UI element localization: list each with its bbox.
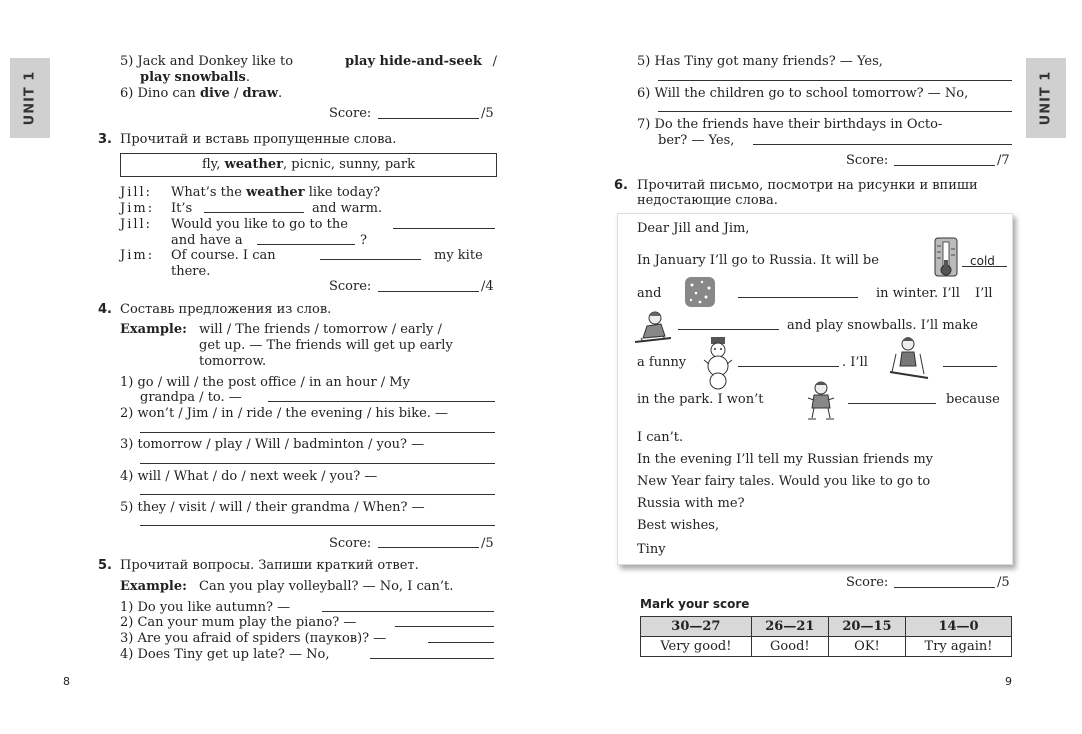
letter-blank-5[interactable] (943, 366, 997, 367)
ex4-title: Составь предложения из слов. (120, 302, 332, 317)
letter-blank-3[interactable] (678, 329, 779, 330)
ex4-blank-3[interactable] (140, 463, 495, 464)
ex4-blank-2[interactable] (140, 432, 495, 433)
sledging-child-icon (631, 308, 675, 348)
ex5-blank-6[interactable] (658, 111, 1012, 112)
ex6-number: 6. (614, 178, 628, 193)
ex3-speaker: Jill: (120, 217, 153, 232)
ex3-score-blank[interactable] (378, 291, 479, 292)
ex3-blank-4[interactable] (320, 259, 421, 260)
ex5-item-3: 3) Are you afraid of spiders (пауков)? — (120, 631, 387, 646)
score-range: 30—27 (641, 617, 752, 637)
ex4-item-2: 2) won’t / Jim / in / ride / the evening / his bike. — (120, 406, 449, 421)
ex4-item-5: 5) they / visit / will / their grandma / When? — (120, 500, 425, 515)
letter-line: In January I’ll go to Russia. It will be (637, 253, 879, 268)
score-label: Very good! (641, 637, 752, 657)
letter-blank-2[interactable] (738, 297, 858, 298)
ex4-item-4: 4) will / What / do / next week / you? — (120, 469, 378, 484)
ex5-number: 5. (98, 558, 112, 573)
score-range: 20—15 (828, 617, 905, 637)
ex3-blank-1[interactable] (204, 212, 304, 213)
score-label: Try again! (906, 637, 1012, 657)
ex5-blank-1[interactable] (322, 611, 494, 612)
ex5-blank-7[interactable] (753, 144, 1012, 145)
ex3-title: Прочитай и вставь пропущенные слова. (120, 132, 397, 147)
score-range: 14—0 (906, 617, 1012, 637)
letter-filled-word: cold (970, 254, 995, 268)
skiing-child-icon (884, 334, 930, 380)
ex5-title: Прочитай вопросы. Запиши краткий ответ. (120, 558, 419, 573)
ex2-item-5-options: play hide-and-seek / (345, 54, 497, 69)
ex4-item-1: 1) go / will / the post office / in an hour / My (120, 375, 410, 390)
ex6-title: Прочитай письмо, посмотри на рисунки и впиши (637, 178, 978, 193)
ex5-score-blank[interactable] (894, 165, 995, 166)
ex5-blank-2[interactable] (395, 626, 494, 627)
ex3-word-box: fly, weather, picnic, sunny, park (120, 153, 497, 177)
ex5-item-6: 6) Will the children go to school tomorrow? — No, (637, 86, 969, 101)
ex3-speaker: Jill: (120, 185, 153, 200)
unit-tab-left: UNIT 1 (10, 58, 50, 138)
snowflake-icon (684, 276, 716, 308)
ex3-number: 3. (98, 132, 112, 147)
ex3-speaker: Jim: (120, 248, 155, 263)
ex3-blank-3[interactable] (257, 244, 355, 245)
ex4-example-label: Example: (120, 322, 187, 337)
ex5-item-2: 2) Can your mum play the piano? — (120, 615, 357, 630)
ex6-score-label: Score: (846, 575, 889, 590)
ex4-number: 4. (98, 302, 112, 317)
ex5-item-5: 5) Has Tiny got many friends? — Yes, (637, 54, 883, 69)
snowman-icon (700, 336, 736, 390)
ex4-score-blank[interactable] (378, 547, 479, 548)
ex6-score-blank[interactable] (894, 587, 995, 588)
ex5-example: Can you play volleyball? — No, I can’t. (199, 579, 454, 594)
mark-score-title: Mark your score (640, 597, 750, 611)
ex4-blank-4[interactable] (140, 494, 495, 495)
ex5-blank-4[interactable] (370, 658, 494, 659)
ex2-score-label: Score: (329, 106, 372, 121)
skating-child-icon (800, 378, 842, 422)
score-range: 26—21 (751, 617, 828, 637)
letter-signature: Tiny (637, 542, 666, 557)
score-label: OK! (828, 637, 905, 657)
page-number-right: 9 (1005, 675, 1012, 688)
ex4-item-3: 3) tomorrow / play / Will / badminton / you? — (120, 437, 425, 452)
ex5-item-4: 4) Does Tiny get up late? — No, (120, 647, 330, 662)
ex5-item-1: 1) Do you like autumn? — (120, 600, 291, 615)
score-label: Good! (751, 637, 828, 657)
letter-blank-cold[interactable] (962, 266, 1007, 267)
ex4-score-label: Score: (329, 536, 372, 551)
ex5-blank-5[interactable] (658, 80, 1012, 81)
thermometer-icon (932, 236, 960, 282)
unit-tab-right: UNIT 1 (1026, 58, 1066, 138)
ex5-blank-3[interactable] (428, 642, 494, 643)
ex5-example-label: Example: (120, 579, 187, 594)
ex5-item-7: 7) Do the friends have their birthdays in Octo- (637, 117, 943, 132)
ex4-blank-1[interactable] (268, 401, 495, 402)
score-table (640, 616, 1012, 657)
ex3-score-label: Score: (329, 279, 372, 294)
ex2-item-6: 6) Dino can dive / draw. (120, 86, 283, 101)
page-number-left: 8 (63, 675, 70, 688)
ex2-item-5: 5) Jack and Donkey like to (120, 54, 294, 69)
letter-blank-6[interactable] (848, 403, 936, 404)
ex3-blank-2[interactable] (393, 228, 495, 229)
ex2-score-blank[interactable] (378, 118, 479, 119)
letter-greeting: Dear Jill and Jim, (637, 221, 750, 236)
ex3-speaker: Jim: (120, 201, 155, 216)
letter-blank-4[interactable] (738, 366, 839, 367)
ex4-example-line: will / The friends / tomorrow / early / (199, 322, 442, 337)
ex4-blank-5[interactable] (140, 525, 495, 526)
ex5-score-label: Score: (846, 153, 889, 168)
ex3-line-1: What’s the weather like today? (171, 185, 381, 200)
